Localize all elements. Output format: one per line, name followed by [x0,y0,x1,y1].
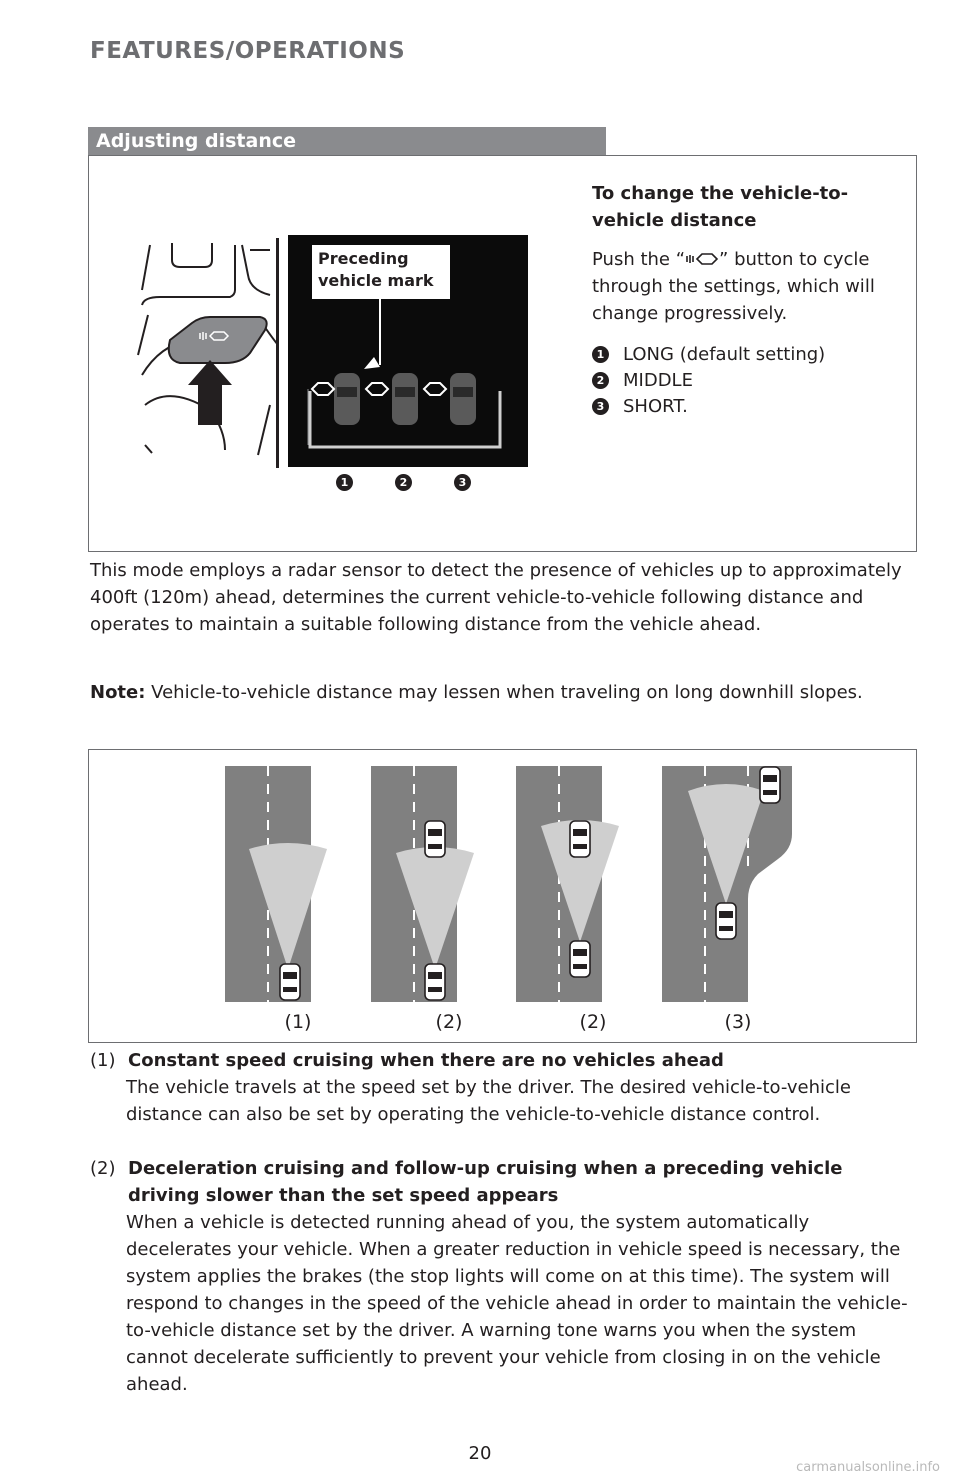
setting-middle: 2 MIDDLE [592,367,892,393]
lane-label-1: (1) [284,1011,312,1033]
push-arrow [188,360,232,425]
lane-1 [225,766,327,1002]
display-number-1: 1 [336,474,353,491]
display-number-2: 2 [395,474,412,491]
lane-label-3: (2) [579,1011,607,1033]
steering-wheel-button-illustration [130,235,280,460]
list-item-text: The vehicle travels at the speed set by the driver. The desired vehicle-to-vehicle distance can also be set by operating the vehicle-to-vehicle distance control. [126,1077,851,1125]
instructions-heading: To change the vehicle-to-vehicle distance [592,183,849,231]
page-header: FEATURES/OPERATIONS [90,38,406,64]
lane-4 [662,766,792,1002]
vehicle-distance-icon [685,251,719,267]
description-paragraph: This mode employs a radar sensor to detect the presence of vehicles up to approximately 400ft (120m) ahead, determines the current vehicle-to-vehicle following distance and operates to maintain a suitable following distance from the vehicle ahead. [90,560,902,635]
watermark: carmanualsonline.info [796,1460,940,1475]
cruising-modes-diagram [88,749,917,1043]
divider-line [276,238,279,468]
lane-2 [371,766,474,1002]
instructions-text: Push the “ ” button to cycle through the settings, which will change progressively. [592,249,875,324]
setting-short: 3 SHORT. [592,393,892,419]
setting-long: 1 LONG (default setting) [592,341,892,367]
lane-label-2: (2) [435,1011,463,1033]
page-number: 20 [468,1443,492,1464]
note-paragraph [90,679,920,706]
preceding-vehicle-mark-callout: Preceding vehicle mark [318,249,434,290]
list-item-title: Deceleration cruising and follow-up cruising when a preceding vehicle driving slower than the set speed appears [128,1158,843,1206]
display-number-3: 3 [454,474,471,491]
list-item: (1) Constant speed cruising when there are no vehicles ahead The vehicle travels at the speed set by the driver. The desired vehicle-to-vehicle distance can also be set by operating the vehicle-to-vehicle distance control. [90,1047,920,1128]
lane-3 [516,766,619,1002]
list-item: (2) Deceleration cruising and follow-up cruising when a preceding vehicle driving slower than the set speed appears When a vehicle is detected running ahead of you, the system automatically decelerates your vehicle. When a greater reduction in vehicle speed is necessary, the system applies the brakes (the stop lights will come on at this time). The system will respond to changes in the speed of the vehicle ahead in order to maintain the vehicle-to-vehicle distance set by the driver. A warning tone warns you when the system cannot decelerate sufficiently to prevent your vehicle from closing in on the vehicle ahead. [90,1155,920,1398]
car-silhouettes [334,373,476,425]
instructions [592,180,892,419]
section-title: Adjusting distance [88,127,606,155]
note-text: Vehicle-to-vehicle distance may lessen when traveling on long downhill slopes. [145,682,863,703]
lane-label-4: (3) [724,1011,752,1033]
list-item-text: When a vehicle is detected running ahead of you, the system automatically decelerates your vehicle. When a greater reduction in vehicle speed is necessary, the system applies the brakes (the stop lights will come on at this time). The system will respond to changes in the speed of the vehicle ahead in order to maintain the vehicle-to-vehicle distance set by the driver. A warning tone warns you when the system cannot decelerate sufficiently to prevent your vehicle from closing in on the vehicle ahead. [126,1212,908,1395]
list-item-title: Constant speed cruising when there are no vehicles ahead [128,1050,724,1071]
note-label: Note: [90,682,146,703]
